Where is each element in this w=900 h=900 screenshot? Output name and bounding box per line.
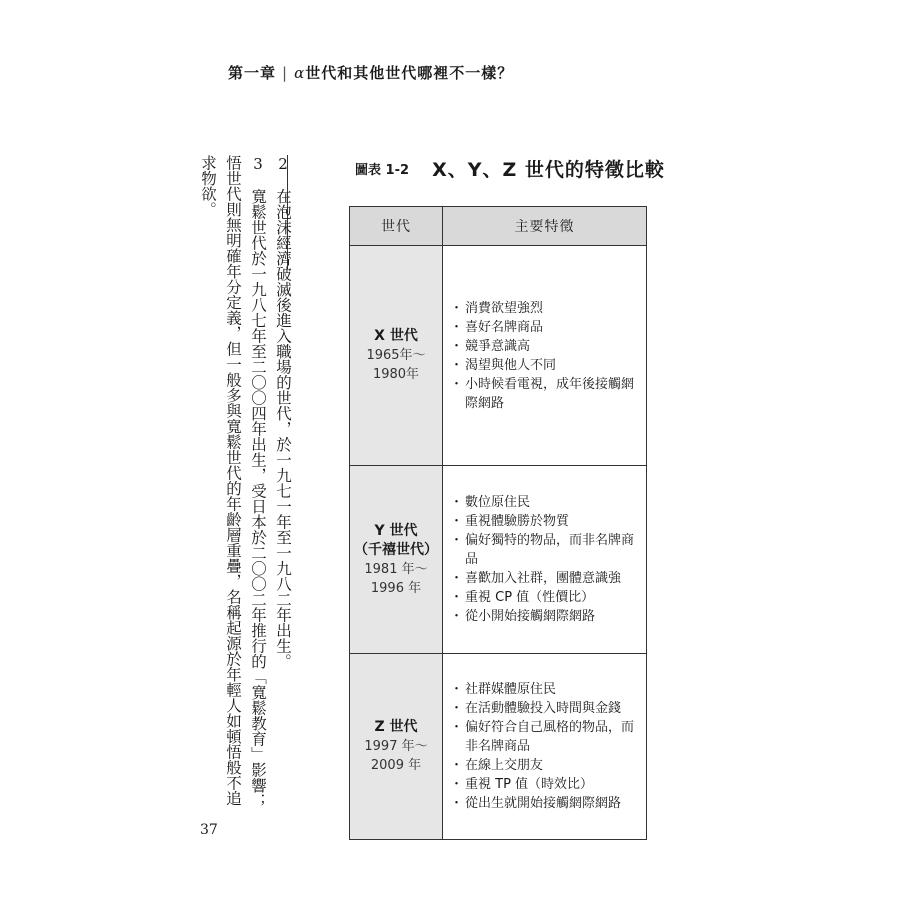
header-separator: |	[282, 64, 289, 82]
generation-years-start: 1997 年～	[364, 739, 428, 754]
feature-item: ・ 在線上交朋友	[453, 756, 640, 775]
feature-item: ・ 渴望與他人不同	[453, 356, 640, 375]
feature-item: ・ 重視 CP 值（性價比）	[453, 588, 640, 607]
generation-name: Y 世代	[374, 522, 418, 539]
footnote-number: 3	[249, 155, 267, 173]
figure-label: 圖表 1-2	[355, 163, 410, 178]
feature-item: ・ 偏好獨特的物品，而非名牌商品	[453, 531, 640, 569]
running-header	[228, 62, 513, 83]
feature-item: ・ 社群媒體原住民	[453, 680, 640, 699]
generation-comparison-table	[349, 206, 647, 840]
footnote-2	[270, 155, 295, 815]
feature-item: ・ 從小開始接觸網際網路	[453, 607, 640, 626]
chapter-label: 第一章	[228, 64, 277, 82]
features-cell	[443, 246, 647, 466]
table-header-row	[350, 207, 647, 246]
figure-heading: X、Y、Z 世代的特徵比較	[432, 159, 665, 181]
features-cell	[443, 466, 647, 654]
footnote-3	[195, 155, 270, 815]
page-number: 37	[200, 822, 218, 838]
generation-years-end: 2009 年	[370, 758, 422, 773]
generation-cell	[350, 466, 443, 654]
column-header-features: 主要特徵	[443, 207, 647, 246]
feature-item: ・ 消費欲望強烈	[453, 299, 640, 318]
alpha-symbol: α	[294, 64, 306, 82]
chapter-title: 世代和其他世代哪裡不一樣？	[305, 64, 514, 82]
generation-cell	[350, 654, 443, 840]
generation-alias: （千禧世代）	[354, 541, 438, 558]
generation-cell	[350, 246, 443, 466]
footnote-number: 2	[274, 155, 292, 173]
generation-years-end: 1980年	[372, 367, 420, 382]
footnote-text: 寬鬆世代於一九八七年至二〇〇四年出生，受日本於二〇〇二年推行的「寬鬆教育」影響；悟世代則無明確年分定義，但一般多與寬鬆世代的年齡層重疊，名稱起源於年輕人如頓悟般不追求物欲。	[199, 155, 267, 809]
footnote-text: 在泡沫經濟破滅後進入職場的世代，於一九七一年至一九八二年出生。	[274, 188, 292, 669]
feature-item: ・ 喜歡加入社群，團體意識強	[453, 569, 640, 588]
generation-years-start: 1981 年～	[364, 561, 428, 577]
generation-name: Z 世代	[374, 719, 418, 735]
feature-item: ・ 數位原住民	[453, 493, 640, 512]
table-row-z	[350, 654, 647, 840]
feature-item: ・ 競爭意識高	[453, 337, 640, 356]
feature-item: ・ 偏好符合自己風格的物品，而非名牌商品	[453, 718, 640, 756]
figure-title	[355, 155, 665, 182]
feature-item: ・ 重視 TP 值（時效比）	[453, 775, 640, 794]
table-row-y	[350, 466, 647, 654]
generation-years-end: 1996 年	[370, 580, 422, 596]
column-header-generation: 世代	[350, 207, 443, 246]
generation-name: X 世代	[374, 328, 418, 344]
feature-item: ・ 小時候看電視，成年後接觸網際網路	[453, 375, 640, 413]
feature-item: ・ 在活動體驗投入時間與金錢	[453, 699, 640, 718]
footnotes	[200, 155, 295, 815]
features-cell	[443, 654, 647, 840]
generation-years-start: 1965年～	[366, 348, 426, 363]
feature-item: ・ 喜好名牌商品	[453, 318, 640, 337]
table-row-x	[350, 246, 647, 466]
feature-item: ・ 重視體驗勝於物質	[453, 512, 640, 531]
feature-item: ・ 從出生就開始接觸網際網路	[453, 794, 640, 813]
